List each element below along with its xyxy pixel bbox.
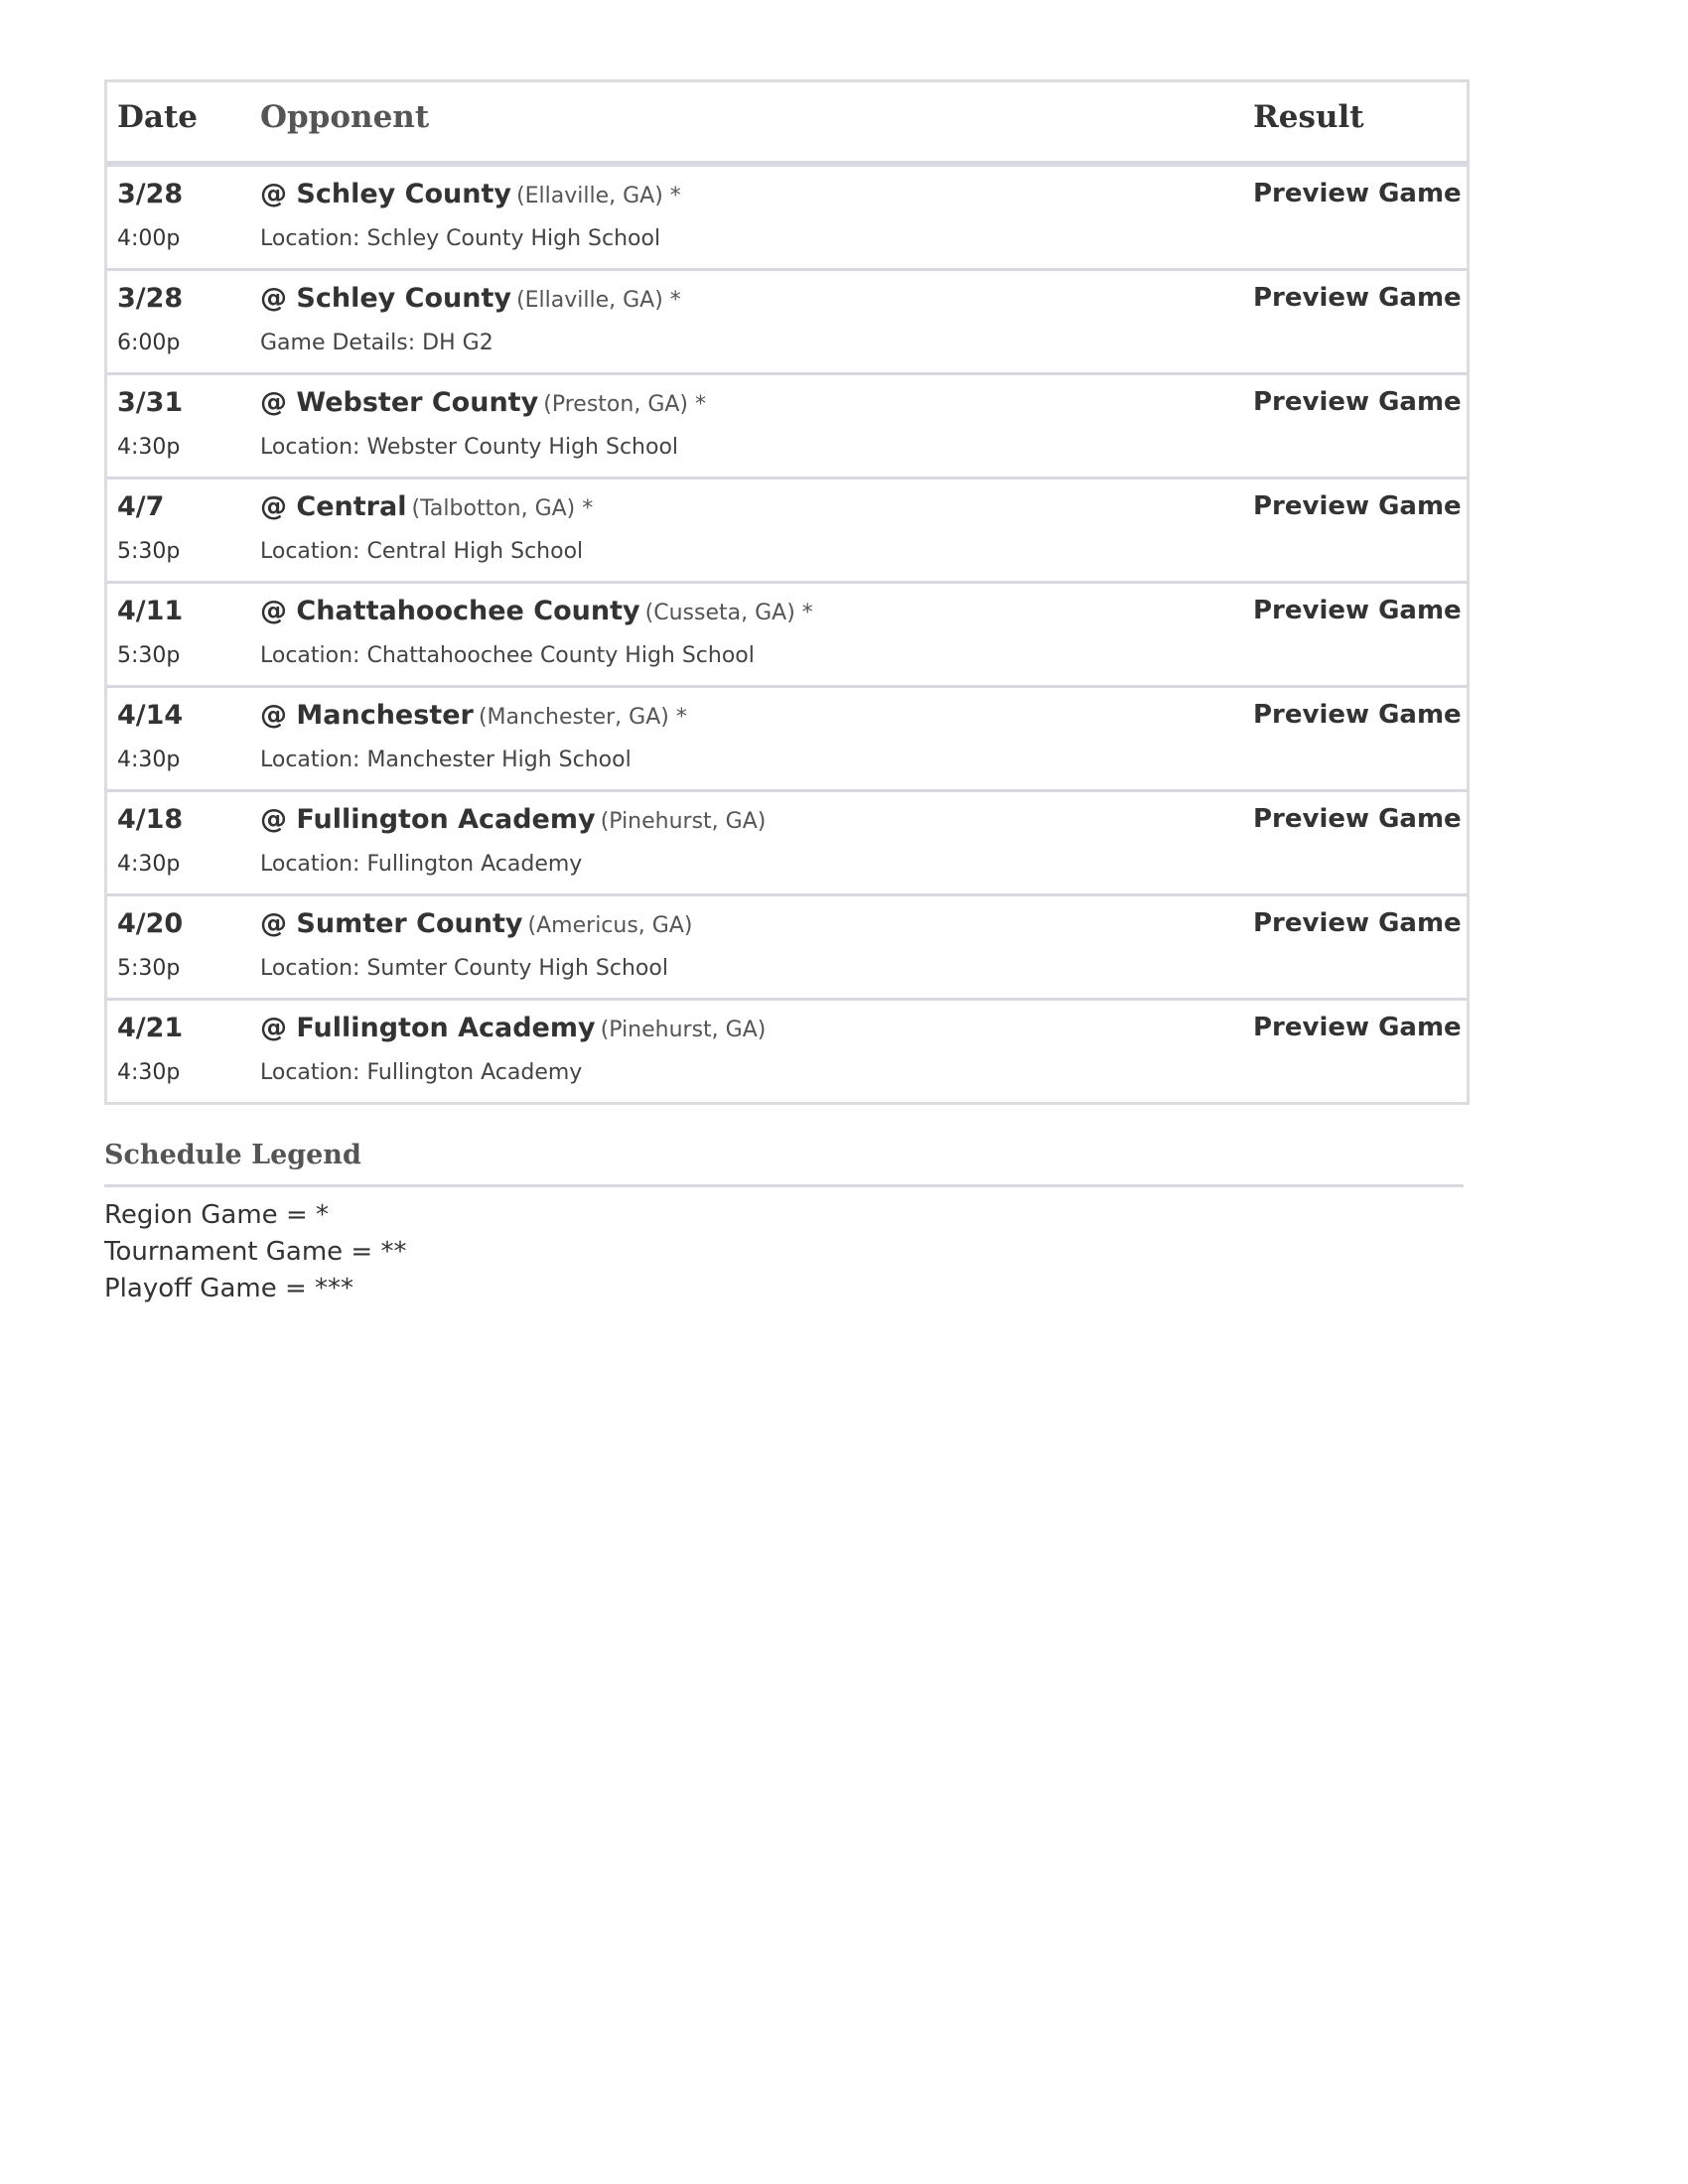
- opponent-name[interactable]: @ Schley County: [260, 283, 511, 314]
- opponent-location: (Preston, GA) *: [543, 392, 706, 417]
- game-detail: Location: Central High School: [260, 539, 584, 564]
- opponent-line: [260, 491, 593, 522]
- table-header: [107, 82, 1467, 164]
- table-row: [107, 268, 1467, 372]
- preview-game-link[interactable]: Preview Game: [1253, 804, 1462, 834]
- opponent-name[interactable]: @ Webster County: [260, 387, 539, 418]
- preview-game-link[interactable]: Preview Game: [1253, 491, 1462, 521]
- opponent-name[interactable]: @ Sumter County: [260, 908, 523, 939]
- preview-game-link[interactable]: Preview Game: [1253, 700, 1462, 730]
- opponent-location: (Ellaville, GA) *: [516, 288, 681, 313]
- game-time: 4:30p: [117, 1060, 181, 1085]
- game-date: 3/31: [117, 387, 184, 418]
- game-time: 4:30p: [117, 852, 181, 877]
- preview-game-link[interactable]: Preview Game: [1253, 283, 1462, 313]
- opponent-name[interactable]: @ Manchester: [260, 700, 474, 731]
- schedule-table: [104, 79, 1470, 1105]
- game-detail: Game Details: DH G2: [260, 331, 493, 355]
- legend-list: [104, 1197, 1464, 1307]
- table-row: [107, 789, 1467, 893]
- game-detail: Location: Chattahoochee County High School: [260, 643, 755, 668]
- opponent-location: (Ellaville, GA) *: [516, 184, 681, 208]
- table-row: [107, 581, 1467, 685]
- date-column-header: Date: [117, 99, 199, 135]
- game-date: 4/21: [117, 1013, 184, 1043]
- opponent-line: [260, 179, 681, 209]
- table-row: [107, 477, 1467, 581]
- legend-item: Tournament Game = **: [104, 1237, 407, 1267]
- table-row: [107, 893, 1467, 998]
- legend-item: Region Game = *: [104, 1200, 329, 1230]
- game-date: 4/20: [117, 908, 184, 939]
- opponent-location: (Manchester, GA) *: [478, 705, 687, 730]
- legend-title: Schedule Legend: [104, 1140, 1464, 1187]
- game-detail: Location: Webster County High School: [260, 435, 679, 460]
- opponent-name[interactable]: @ Chattahoochee County: [260, 596, 640, 626]
- opponent-column-header: Opponent: [260, 99, 430, 135]
- opponent-line: [260, 908, 692, 939]
- schedule-legend: [104, 1140, 1464, 1307]
- game-time: 5:30p: [117, 643, 181, 668]
- game-time: 5:30p: [117, 956, 181, 981]
- opponent-line: [260, 700, 687, 731]
- opponent-location: (Cusseta, GA) *: [644, 601, 813, 625]
- opponent-location: (Talbotton, GA) *: [411, 496, 594, 521]
- preview-game-link[interactable]: Preview Game: [1253, 387, 1462, 417]
- game-detail: Location: Sumter County High School: [260, 956, 668, 981]
- game-detail: Location: Schley County High School: [260, 226, 661, 251]
- table-row: [107, 372, 1467, 477]
- game-time: 5:30p: [117, 539, 181, 564]
- game-time: 4:30p: [117, 748, 181, 772]
- preview-game-link[interactable]: Preview Game: [1253, 179, 1462, 208]
- game-date: 3/28: [117, 179, 184, 209]
- game-detail: Location: Fullington Academy: [260, 852, 583, 877]
- opponent-name[interactable]: @ Fullington Academy: [260, 1013, 596, 1043]
- game-time: 4:00p: [117, 226, 181, 251]
- preview-game-link[interactable]: Preview Game: [1253, 596, 1462, 625]
- table-row: [107, 998, 1467, 1102]
- opponent-line: [260, 283, 681, 314]
- opponent-line: [260, 596, 813, 626]
- game-detail: Location: Fullington Academy: [260, 1060, 583, 1085]
- game-time: 4:30p: [117, 435, 181, 460]
- opponent-location: (Pinehurst, GA): [600, 809, 767, 834]
- result-column-header: Result: [1253, 99, 1364, 135]
- game-date: 4/14: [117, 700, 184, 731]
- opponent-name[interactable]: @ Central: [260, 491, 407, 522]
- opponent-name[interactable]: @ Fullington Academy: [260, 804, 596, 835]
- game-date: 4/18: [117, 804, 184, 835]
- opponent-line: [260, 804, 766, 835]
- game-detail: Location: Manchester High School: [260, 748, 632, 772]
- opponent-name[interactable]: @ Schley County: [260, 179, 511, 209]
- game-date: 4/7: [117, 491, 165, 522]
- opponent-location: (Pinehurst, GA): [600, 1018, 767, 1042]
- game-date: 4/11: [117, 596, 184, 626]
- opponent-line: [260, 387, 706, 418]
- game-date: 3/28: [117, 283, 184, 314]
- opponent-line: [260, 1013, 766, 1043]
- game-time: 6:00p: [117, 331, 181, 355]
- legend-item: Playoff Game = ***: [104, 1274, 354, 1303]
- table-row: [107, 164, 1467, 268]
- opponent-location: (Americus, GA): [527, 913, 693, 938]
- preview-game-link[interactable]: Preview Game: [1253, 908, 1462, 938]
- preview-game-link[interactable]: Preview Game: [1253, 1013, 1462, 1042]
- table-row: [107, 685, 1467, 789]
